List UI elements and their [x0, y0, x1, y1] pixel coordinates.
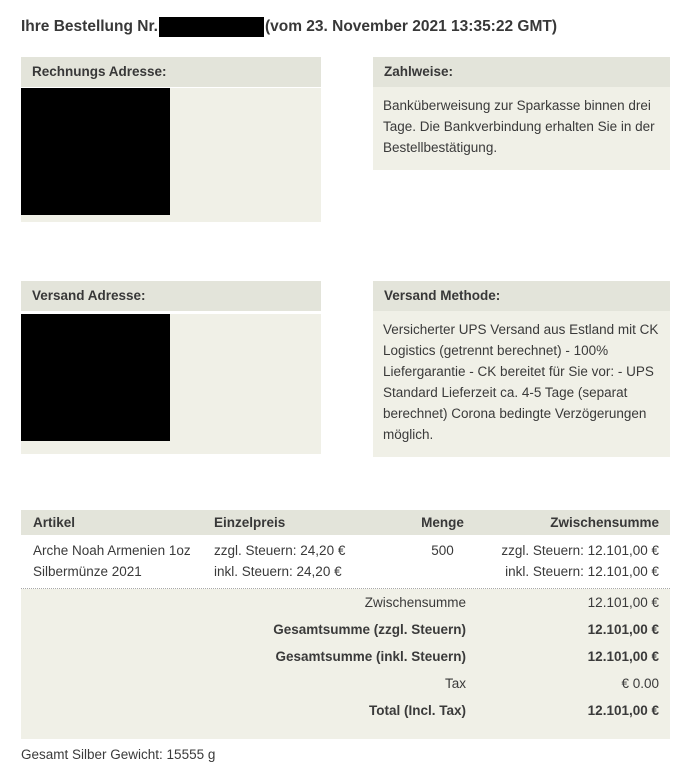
total-value: 12.101,00 €: [587, 622, 659, 637]
billing-address-redaction-box: [21, 88, 170, 215]
page-title-prefix: Ihre Bestellung Nr.: [21, 18, 158, 35]
shipping-address-redaction-box: [21, 314, 170, 441]
shipping-method-panel: [373, 281, 670, 457]
total-value: 12.101,00 €: [587, 649, 659, 664]
item-unit-price-excl-tax: zzgl. Steuern: 24,20 €: [214, 543, 346, 558]
billing-payment-row: [21, 57, 670, 222]
total-label: Tax: [444, 676, 466, 691]
totals-row-total-incl-tax: [21, 697, 670, 724]
shipping-address-panel-body: [21, 314, 321, 454]
item-unit-price-incl-tax: inkl. Steuern: 24,20 €: [214, 564, 342, 579]
shipping-method-text: Versicherter UPS Versand aus Estland mit CK Logistics (getrennt berechnet) - 100% Liefergarantie - CK bereitet für Sie vor: - UPS Standard Lieferzeit ca. 4-5 Tage (separat berechnet) Corona bedingte Verzögerungen möglich.: [373, 311, 670, 457]
payment-method-panel-title: Zahlweise:: [373, 57, 670, 87]
item-subtotal-incl-tax: inkl. Steuern: 12.101,00 €: [505, 564, 659, 579]
total-label: Gesamtsumme (zzgl. Steuern): [273, 622, 466, 637]
shipping-address-panel: [21, 281, 321, 454]
shipping-address-panel-title: Versand Adresse:: [21, 281, 321, 311]
total-label: Zwischensumme: [364, 595, 466, 610]
shipping-row: [21, 281, 670, 457]
order-item-row: [21, 535, 670, 589]
page-title: [21, 17, 670, 37]
column-header-artikel: Artikel: [33, 515, 76, 530]
item-subtotal-excl-tax: zzgl. Steuern: 12.101,00 €: [501, 543, 659, 558]
order-totals-section: [21, 589, 670, 739]
item-quantity: 500: [431, 543, 454, 558]
payment-method-panel: [373, 57, 670, 170]
total-label: Gesamtsumme (inkl. Steuern): [275, 649, 466, 664]
shipping-method-panel-title: Versand Methode:: [373, 281, 670, 311]
column-header-zwischensumme: Zwischensumme: [550, 515, 659, 530]
totals-row-zwischensumme: [21, 589, 670, 616]
billing-address-panel-title: Rechnungs Adresse:: [21, 57, 321, 87]
order-items-table: [21, 510, 670, 739]
item-subtotal: [495, 540, 670, 582]
totals-row-gesamtsumme-zzgl: [21, 616, 670, 643]
totals-row-gesamtsumme-inkl: [21, 643, 670, 670]
billing-address-panel-body: [21, 88, 321, 222]
payment-method-text: Banküberweisung zur Sparkasse binnen drei Tage. Die Bankverbindung erhalten Sie in der Bestellbestätigung.: [373, 87, 670, 170]
order-table-header-row: [21, 510, 670, 535]
totals-row-tax: [21, 670, 670, 697]
item-name: Arche Noah Armenien 1oz Silbermünze 2021: [33, 543, 191, 579]
page-title-date: (vom 23. November 2021 13:35:22 GMT): [264, 18, 557, 35]
item-unit-price: [214, 540, 390, 582]
column-header-einzelpreis: Einzelpreis: [214, 515, 286, 530]
total-value: 12.101,00 €: [587, 703, 659, 718]
total-value: € 0.00: [621, 676, 659, 691]
column-header-menge: Menge: [421, 515, 464, 530]
total-label: Total (Incl. Tax): [368, 703, 466, 718]
billing-address-panel: [21, 57, 321, 222]
silver-weight-note: Gesamt Silber Gewicht: 15555 g: [21, 747, 216, 762]
order-number-redaction-box: [159, 17, 264, 37]
total-value: 12.101,00 €: [587, 595, 659, 610]
